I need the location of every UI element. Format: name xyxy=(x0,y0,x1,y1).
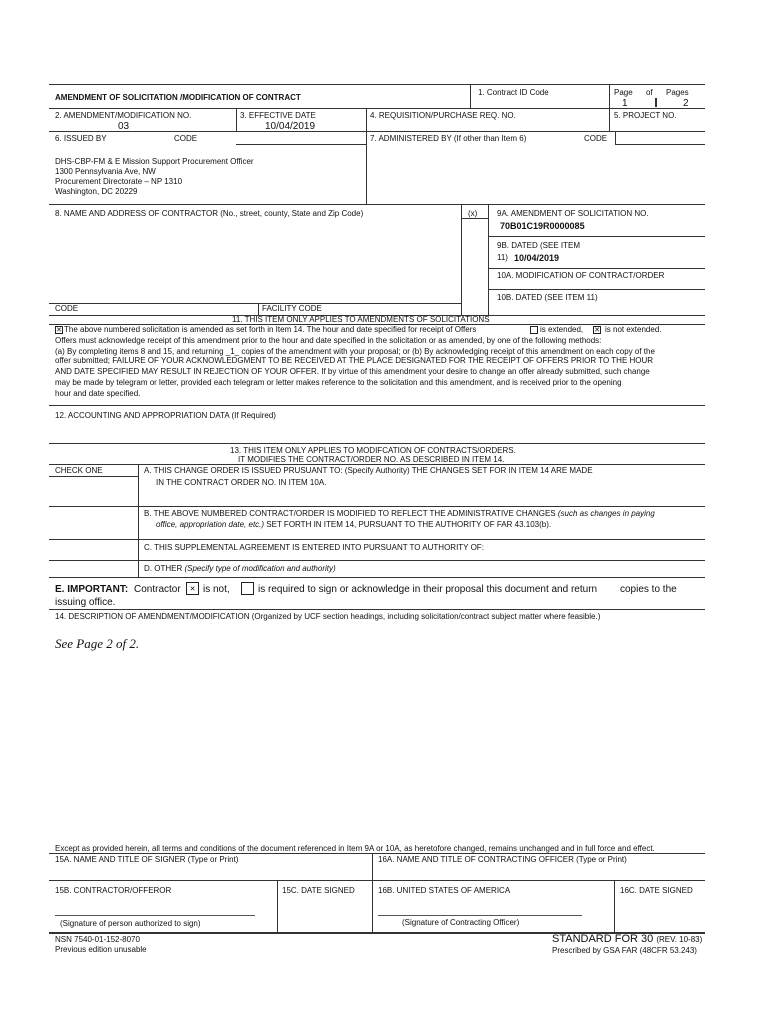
project-no-label: 5. PROJECT NO. xyxy=(614,111,677,120)
of-label: of xyxy=(646,88,653,97)
is-required-checkbox[interactable] xyxy=(241,582,254,595)
is-required-label: is required to sign or acknowledge in their proposal this document and return xyxy=(258,584,598,595)
item11-line-7: hour and date specified. xyxy=(55,389,141,398)
item13b-line-2: office, appropriation date, etc.) SET FORTH IN ITEM 14, PURSUANT TO THE AUTHORITY OF FAR 43.103(b). xyxy=(156,520,552,529)
contract-id-label: 1. Contract ID Code xyxy=(478,88,549,97)
not-extended-label: is not extended. xyxy=(605,325,662,334)
check-one-label: CHECK ONE xyxy=(55,466,103,475)
item11-line-5: AND DATE SPECIFIED MAY RESULT IN REJECTION OF YOUR OFFER. If by virtue of this amendment your desire to change an offer already submitted, such change xyxy=(55,367,650,376)
extended-checkbox[interactable] xyxy=(530,326,538,334)
copies-label: copies to the xyxy=(620,584,677,595)
is-not-label: is not, xyxy=(203,584,230,595)
issued-code-label: CODE xyxy=(174,134,198,143)
item10b-label: 10B. DATED (SEE ITEM 11) xyxy=(497,293,598,302)
item15c-label: 15C. DATE SIGNED xyxy=(282,886,355,895)
amendment-no-label: 2. AMENDMENT/MODIFICATION NO. xyxy=(55,111,192,120)
item16b-label: 16B. UNITED STATES OF AMERICA xyxy=(378,886,511,895)
requisition-label: 4. REQUISITION/PURCHASE REQ. NO. xyxy=(370,111,516,120)
contractor-signature-caption: (Signature of person authorized to sign) xyxy=(60,919,201,928)
total-pages: 2 xyxy=(683,98,689,109)
item14-body: See Page 2 of 2. xyxy=(55,636,140,651)
prescribed-by: Prescribed by GSA FAR (48CFR 53.243) xyxy=(552,946,697,955)
issuer-line-1: DHS-CBP-FM & E Mission Support Procurement Officer xyxy=(55,157,254,166)
issuer-line-2: 1300 Pennsylvania Ave, NW xyxy=(55,167,156,176)
item12-label: 12. ACCOUNTING AND APPROPRIATION DATA (If Required) xyxy=(55,411,276,420)
contractor-signature-line[interactable] xyxy=(55,915,255,916)
contractor-code-label: CODE xyxy=(55,304,79,313)
issued-by-label: 6. ISSUED BY xyxy=(55,134,107,143)
nsn-number: NSN 7540-01-152-8070 xyxy=(55,935,140,944)
officer-signature-line[interactable] xyxy=(378,915,582,916)
contractor-label: 8. NAME AND ADDRESS OF CONTRACTOR (No., street, county, State and Zip Code) xyxy=(55,209,364,218)
issuer-line-3: Procurement Directorate – NP 1310 xyxy=(55,177,183,186)
previous-edition: Previous edition unusable xyxy=(55,945,147,954)
item11-line-1: The above numbered solicitation is amended as set forth in Item 14. The hour and date specified for receipt of Offers xyxy=(64,325,477,334)
item13d-label: D. OTHER (Specify type of modification and authority) xyxy=(144,564,336,573)
facility-code-label: FACILITY CODE xyxy=(262,304,322,313)
administered-by-label: 7. ADMINISTERED BY (If other than Item 6) xyxy=(370,134,527,143)
item11-heading: 11. THIS ITEM ONLY APPLIES TO AMENDMENTS OF SOLICITATIONS xyxy=(232,315,490,324)
effective-date-label: 3. EFFECTIVE DATE xyxy=(240,111,316,120)
page-number: 1 xyxy=(622,98,628,109)
form-title: AMENDMENT OF SOLICITATION /MODIFICATION OF CONTRACT xyxy=(55,93,301,102)
item9a-label: 9A. AMENDMENT OF SOLICITATION NO. xyxy=(497,209,649,218)
item9b-label-2: 11) xyxy=(497,253,508,262)
page-label: Page xyxy=(614,88,633,97)
effective-date-value: 10/04/2019 xyxy=(265,121,316,132)
administered-code-label: CODE xyxy=(584,134,608,143)
important-label: E. IMPORTANT: xyxy=(55,584,129,595)
item11-line-4: offer submitted; FAILURE OF YOUR ACKNOWLEDGMENT TO BE RECEIVED AT THE PLACE DESIGNATED FOR THE RECEIPT OF OFFERS PRIOR TO THE HOUR xyxy=(55,356,654,365)
amendment-no-value: 03 xyxy=(118,121,130,132)
item10a-label: 10A. MODIFICATION OF CONTRACT/ORDER xyxy=(497,271,665,280)
item15a-label: 15A. NAME AND TITLE OF SIGNER (Type or Print) xyxy=(55,855,239,864)
item13a-line-2: IN THE CONTRACT ORDER NO. IN ITEM 10A. xyxy=(156,478,327,487)
extended-label: is extended, xyxy=(540,325,584,334)
item15b-label: 15B. CONTRACTOR/OFFEROR xyxy=(55,886,172,895)
important-contractor: Contractor xyxy=(134,584,181,595)
issuer-line-4: Washington, DC 20229 xyxy=(55,187,138,196)
item9b-label: 9B. DATED (SEE ITEM xyxy=(497,241,580,250)
item13a-line-1: A. THIS CHANGE ORDER IS ISSUED PRUSUANT TO: (Specify Authority) THE CHANGES SET FOR IN ITEM 14 ARE MADE xyxy=(144,466,593,475)
item9b-value: 10/04/2019 xyxy=(514,253,560,263)
item16a-label: 16A. NAME AND TITLE OF CONTRACTING OFFICER (Type or Print) xyxy=(378,855,627,864)
item11-line-6: may be made by telegram or letter, provided each telegram or letter makes reference to the solicitation and this amendment, and is received prior to the opening xyxy=(55,378,622,387)
issuing-office-label: issuing office. xyxy=(55,597,116,608)
not-extended-checkbox[interactable] xyxy=(593,326,601,334)
item11-line-2: Offers must acknowledge receipt of this amendment prior to the hour and date specified in the solicitation or as amended, by one of the following methods: xyxy=(55,336,602,345)
item13-heading-2: IT MODIFIES THE CONTRACT/ORDER NO. AS DESCRIBED IN ITEM 14. xyxy=(238,455,505,464)
item16c-label: 16C. DATE SIGNED xyxy=(620,886,693,895)
except-statement: Except as provided herein, all terms and conditions of the document referenced in Item 9A or 10A, as heretofore changed, remains unchanged and in full force and effect. xyxy=(55,844,655,853)
is-not-checkbox[interactable] xyxy=(186,582,199,595)
item13-heading-1: 13. THIS ITEM ONLY APPLIES TO MODIFCATION OF CONTRACTS/ORDERS. xyxy=(230,446,516,455)
x-column-label: (x) xyxy=(468,209,478,218)
officer-signature-caption: (Signature of Contracting Officer) xyxy=(402,918,520,927)
item13c-label: C. THIS SUPPLEMENTAL AGREEMENT IS ENTERED INTO PURSUANT TO AUTHORITY OF: xyxy=(144,543,484,552)
item9a-value: 70B01C19R0000085 xyxy=(500,221,585,231)
standard-form: STANDARD FOR 30 (REV. 10-83) xyxy=(552,933,703,945)
item13b-line-1: B. THE ABOVE NUMBERED CONTRACT/ORDER IS MODIFIED TO REFLECT THE ADMINISTRATIVE CHANGES (such as changes in paying xyxy=(144,509,655,518)
item11-line-3: (a) By completing items 8 and 15, and returning _1_ copies of the amendment with your proposal; or (b) By acknowledging receipt of this amendment on each copy of the xyxy=(55,347,655,356)
item14-label: 14. DESCRIPTION OF AMENDMENT/MODIFICATION (Organized by UCF section headings, including solicitation/contract subject matter where feasible.) xyxy=(55,612,601,621)
solicitation-amended-checkbox[interactable] xyxy=(55,326,63,334)
pages-label: Pages xyxy=(666,88,689,97)
